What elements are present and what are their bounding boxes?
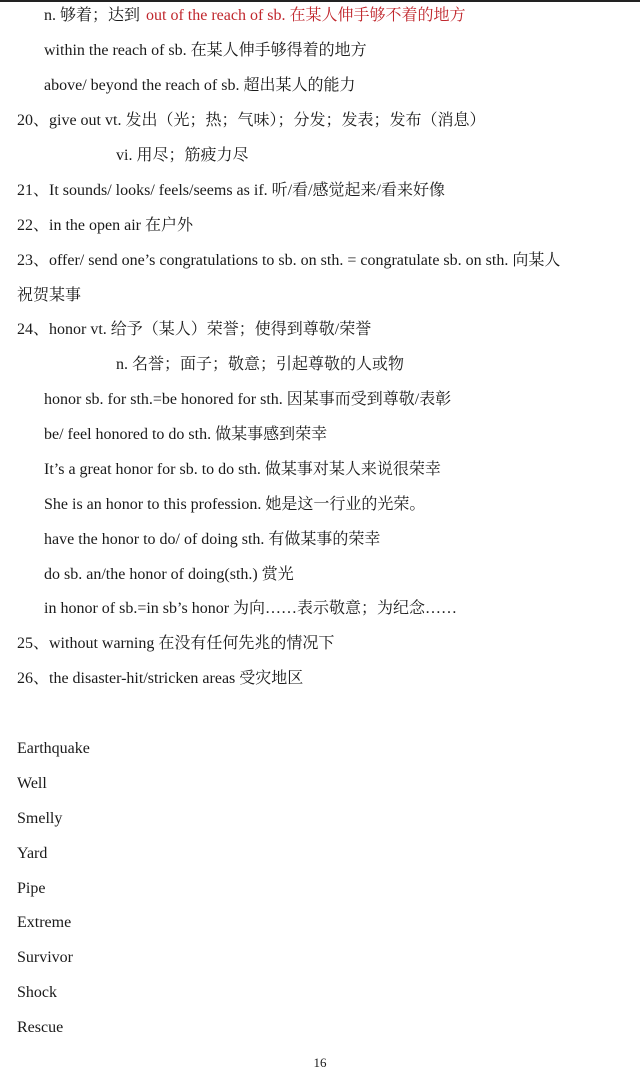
phrase-have-the-honor: have the honor to do/ of doing sth. 有做某事的荣幸 xyxy=(44,531,381,548)
entry-23-congratulations: 23、offer/ send one’s congratulations to sb. on sth. = congratulate sb. on sth. 向某人 xyxy=(17,252,561,269)
phrase-within-reach: within the reach of sb. 在某人伸手够得着的地方 xyxy=(44,42,367,59)
entry-22-open-air: 22、in the open air 在户外 xyxy=(17,217,193,234)
phrase-beyond-reach: above/ beyond the reach of sb. 超出某人的能力 xyxy=(44,77,356,94)
example-honor-profession: She is an honor to this profession. 她是这一行业的光荣。 xyxy=(44,496,426,513)
vocab-word: Yard xyxy=(17,845,48,862)
page-number: 16 xyxy=(313,1055,327,1070)
entry-20-give-out-vi: vi. 用尽；筋疲力尽 xyxy=(116,147,249,164)
entry-24-honor-n: n. 名誉；面子；敬意；引起尊敬的人或物 xyxy=(116,356,405,373)
definition-line-reach-noun xyxy=(44,6,466,26)
vocab-word: Well xyxy=(17,775,47,792)
entry-25-without-warning: 25、without warning 在没有任何先兆的情况下 xyxy=(17,635,335,652)
entry-23-continuation: 祝贺某事 xyxy=(17,287,82,304)
reach-noun-definition: n. 够着；达到 xyxy=(44,7,141,24)
phrase-honored-to-do: be/ feel honored to do sth. 做某事感到荣幸 xyxy=(44,426,328,443)
vocab-word: Extreme xyxy=(17,914,72,931)
phrase-in-honor-of: in honor of sb.=in sb’s honor 为向……表示敬意；为纪念…… xyxy=(44,600,458,617)
vocab-word: Smelly xyxy=(17,810,63,827)
vocab-word: Rescue xyxy=(17,1019,64,1036)
entry-26-disaster-areas: 26、the disaster-hit/stricken areas 受灾地区 xyxy=(17,670,304,687)
phrase-great-honor: It’s a great honor for sb. to do sth. 做某事对某人来说很荣幸 xyxy=(44,461,441,478)
entry-20-give-out: 20、give out vt. 发出（光；热；气味）；分发；发表；发布（消息） xyxy=(17,112,486,129)
phrase-do-sb-honor: do sb. an/the honor of doing(sth.) 赏光 xyxy=(44,566,294,583)
vocab-word: Pipe xyxy=(17,880,46,897)
vocab-word: Shock xyxy=(17,984,57,1001)
vocab-word: Survivor xyxy=(17,949,73,966)
entry-21-as-if: 21、It sounds/ looks/ feels/seems as if. 听/看/感觉起来/看来好像 xyxy=(17,182,445,199)
highlighted-phrase-out-of-reach: out of the reach of sb. 在某人伸手够不着的地方 xyxy=(146,7,466,24)
phrase-honor-for: honor sb. for sth.=be honored for sth. 因某事而受到尊敬/表彰 xyxy=(44,391,452,408)
vocab-word: Earthquake xyxy=(17,740,90,757)
entry-24-honor-vt: 24、honor vt. 给予（某人）荣誉；使得到尊敬/荣誉 xyxy=(17,321,372,338)
top-border-rule xyxy=(0,0,640,2)
